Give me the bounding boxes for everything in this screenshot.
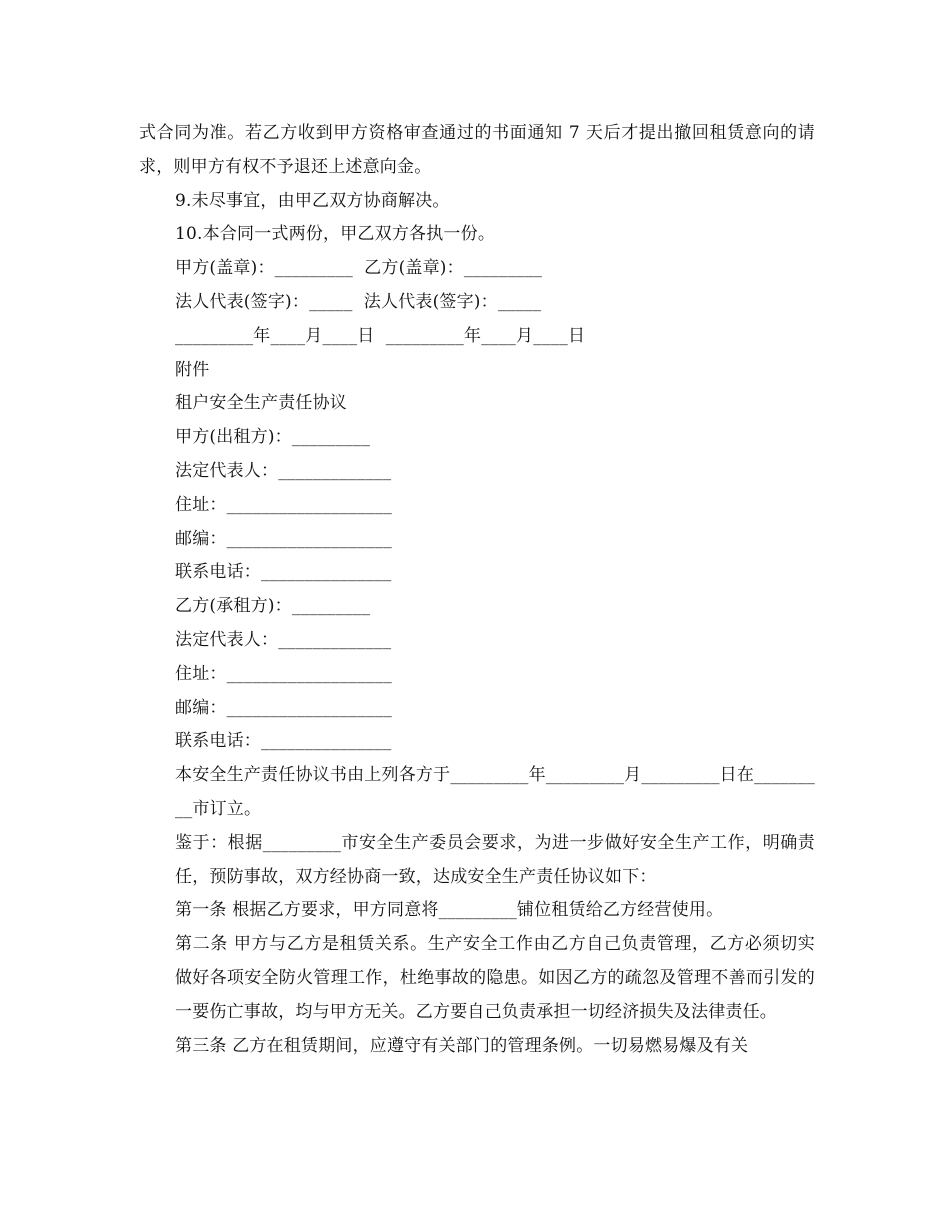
party-b-phone-field: 联系电话：_______________ (175, 731, 392, 752)
article-2: 第二条 甲方与乙方是租赁关系。生产安全工作由乙方自己负责管理，乙方必须切实做好各项安全防火管理工作，杜绝事故的隐患。如因乙方的疏忽及管理不善而引发的一要伤亡事故，均与甲方无关。乙方要自己负责承担一切经济损失及法律责任。 (175, 934, 815, 1022)
signature-representative-line: 法人代表(签字)：_____ 法人代表(签字)：_____ (175, 291, 542, 312)
attachment-heading: 附件 (175, 359, 210, 380)
agreement-date-place: 本安全生产责任协议书由上列各方于_________年_________月_________日在_________市订立。 (175, 765, 815, 819)
party-b-address-field: 住址：___________________ (175, 663, 392, 684)
party-a-phone-field: 联系电话：_______________ (175, 562, 392, 583)
party-a-representative-field: 法定代表人：_____________ (175, 460, 392, 481)
party-b-postcode-field: 邮编：___________________ (175, 697, 392, 718)
party-a-postcode-field: 邮编：___________________ (175, 528, 392, 549)
signature-date-line: _________年____月____日 _________年____月____日 (175, 325, 586, 346)
article-1: 第一条 根据乙方要求，甲方同意将_________铺位租赁给乙方经营使用。 (175, 900, 724, 921)
article-3: 第三条 乙方在租赁期间，应遵守有关部门的管理条例。一切易燃易爆及有关 (175, 1035, 749, 1056)
paragraph-clause-10: 10.本合同一式两份，甲乙双方各执一份。 (175, 224, 496, 245)
paragraph-withdrawal-clause: 式合同为准。若乙方收到甲方资格审查通过的书面通知 7 天后才提出撤回租赁意向的请求，则甲方有权不予退还上述意向金。 (139, 123, 815, 177)
party-b-field: 乙方(承租方)：_________ (175, 596, 371, 617)
document-body (139, 117, 815, 1063)
party-a-field: 甲方(出租方)：_________ (175, 427, 371, 448)
signature-seal-line: 甲方(盖章)：_________ 乙方(盖章)：_________ (175, 258, 543, 279)
party-b-representative-field: 法定代表人：_____________ (175, 629, 392, 650)
preamble-paragraph: 鉴于：根据_________市安全生产委员会要求，为进一步做好安全生产工作，明确责任，预防事故，双方经协商一致，达成安全生产责任协议如下： (175, 832, 815, 887)
attachment-title: 租户安全生产责任协议 (175, 393, 347, 414)
party-a-address-field: 住址：___________________ (175, 494, 392, 515)
paragraph-clause-9: 9.未尽事宜，由甲乙双方协商解决。 (175, 190, 450, 211)
